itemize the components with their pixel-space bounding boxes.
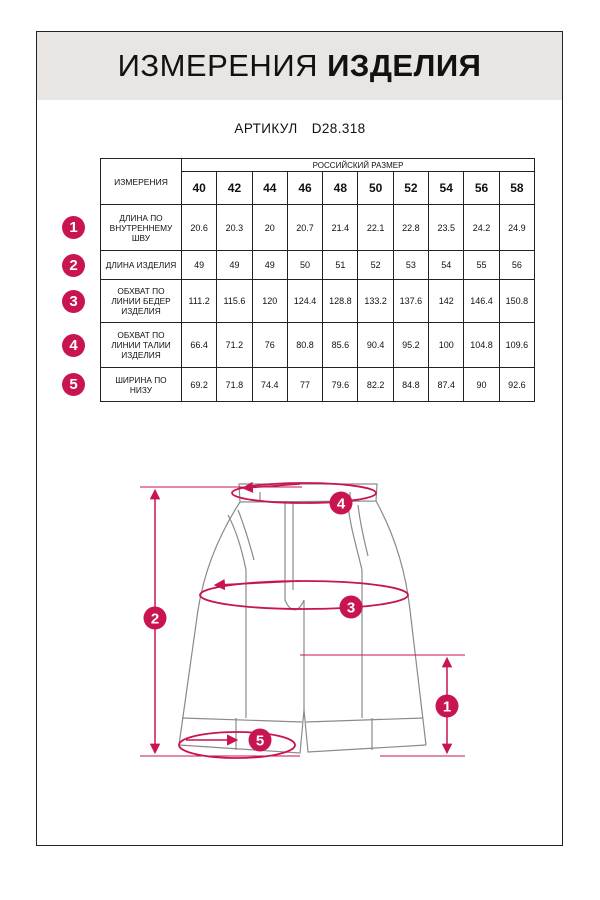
table-cell: 20.3: [217, 205, 252, 251]
size-header-54: 54: [429, 172, 464, 205]
right-leg-hem: [304, 710, 426, 752]
row-label-line: ШВУ: [131, 232, 151, 243]
table-cell: 74.4: [252, 368, 287, 402]
size-header-44: 44: [252, 172, 287, 205]
article-label: АРТИКУЛ: [234, 121, 298, 136]
table-cell: 87.4: [429, 368, 464, 402]
diagram-marker-number: 4: [336, 495, 346, 513]
table-cell: 142: [429, 280, 464, 323]
table-cell: 66.4: [182, 323, 217, 368]
size-header-58: 58: [499, 172, 534, 205]
title-bold: ИЗДЕЛИЯ: [327, 48, 482, 83]
right-pleat-b: [358, 505, 368, 556]
table-cell: 133.2: [358, 280, 393, 323]
table-cell: 51: [323, 251, 358, 280]
left-cuff-line: [182, 718, 302, 722]
table-cell: 77: [287, 368, 322, 402]
measurement-lines: [140, 483, 465, 758]
table-cell: 24.9: [499, 205, 534, 251]
table-cell: 55: [464, 251, 499, 280]
diagram-marker-number: 2: [150, 610, 160, 628]
row-label-line: ДЛИНА ПО: [119, 212, 163, 223]
row-number-badge: 3: [62, 290, 85, 313]
table-cell: 109.6: [499, 323, 534, 368]
row-label-line: ОБХВАТ ПО: [117, 286, 165, 296]
table-cell: 100: [429, 323, 464, 368]
row-number-badge: 1: [62, 216, 85, 239]
table-cell: 104.8: [464, 323, 499, 368]
table-cell: 71.8: [217, 368, 252, 402]
table-cell: 24.2: [464, 205, 499, 251]
row-label-line: НИЗУ: [129, 384, 153, 395]
table-cell: 90: [464, 368, 499, 402]
row-number-badge: 4: [62, 334, 85, 357]
table-cell: 137.6: [393, 280, 428, 323]
table-cell: 49: [252, 251, 287, 280]
diagram-marker-number: 1: [442, 698, 452, 716]
size-header-46: 46: [287, 172, 322, 205]
row-label-line: ЛИНИИ БЕДЕР: [111, 296, 171, 306]
row-label-line: ЛИНИИ ТАЛИИ: [111, 340, 171, 350]
table-cell: 76: [252, 323, 287, 368]
row-label-line: ОБХВАТ ПО: [117, 330, 165, 340]
table-cell: 49: [217, 251, 252, 280]
right-side-seam: [376, 501, 426, 745]
table-cell: 50: [287, 251, 322, 280]
table-cell: 80.8: [287, 323, 322, 368]
table-cell: 92.6: [499, 368, 534, 402]
size-header-48: 48: [323, 172, 358, 205]
table-cell: 20.7: [287, 205, 322, 251]
fly-curve: [285, 503, 304, 610]
table-cell: 111.2: [182, 280, 217, 323]
table-cell: 79.6: [323, 368, 358, 402]
table-cell: 22.1: [358, 205, 393, 251]
row-label-line: ИЗДЕЛИЯ: [121, 350, 161, 360]
table-cell: 23.5: [429, 205, 464, 251]
table-cell: 115.6: [217, 280, 252, 323]
hem-loop: [179, 732, 295, 758]
table-cell: 82.2: [358, 368, 393, 402]
table-cell: 53: [393, 251, 428, 280]
diagram-marker-number: 5: [255, 732, 265, 750]
table-cell: 124.4: [287, 280, 322, 323]
shorts-outline: [179, 484, 426, 753]
table-cell: 146.4: [464, 280, 499, 323]
row-label-line: ДЛИНА ИЗДЕЛИЯ: [105, 260, 177, 270]
diagram-marker-number: 3: [346, 599, 356, 617]
corner-label: ИЗМЕРЕНИЯ: [101, 159, 182, 205]
row-number-badge: 5: [62, 373, 85, 396]
row-label-line: ВНУТРЕННЕМУ: [109, 222, 173, 233]
row-label-line: ШИРИНА ПО: [115, 374, 167, 385]
table-cell: 95.2: [393, 323, 428, 368]
table-cell: 85.6: [323, 323, 358, 368]
size-group-label: РОССИЙСКИЙ РАЗМЕР: [182, 159, 535, 172]
table-cell: 52: [358, 251, 393, 280]
left-pleat-b: [238, 510, 254, 560]
waist-loop: [232, 483, 376, 503]
table-cell: 20.6: [182, 205, 217, 251]
title-light: ИЗМЕРЕНИЯ: [117, 48, 318, 83]
table-cell: 54: [429, 251, 464, 280]
row-label-line: ИЗДЕЛИЯ: [121, 306, 161, 316]
row-number-badge: 2: [62, 254, 85, 277]
table-cell: 84.8: [393, 368, 428, 402]
table-cell: 69.2: [182, 368, 217, 402]
table-cell: 20: [252, 205, 287, 251]
table-cell: 120: [252, 280, 287, 323]
table-cell: 90.4: [358, 323, 393, 368]
right-cuff-line: [306, 718, 423, 722]
table-cell: 49: [182, 251, 217, 280]
size-header-52: 52: [393, 172, 428, 205]
article-code: D28.318: [311, 121, 366, 136]
table-cell: 22.8: [393, 205, 428, 251]
table-cell: 56: [499, 251, 534, 280]
size-header-56: 56: [464, 172, 499, 205]
table-cell: 71.2: [217, 323, 252, 368]
table-cell: 128.8: [323, 280, 358, 323]
size-header-42: 42: [217, 172, 252, 205]
size-header-50: 50: [358, 172, 393, 205]
table-cell: 150.8: [499, 280, 534, 323]
left-side-seam: [179, 502, 240, 745]
table-cell: 21.4: [323, 205, 358, 251]
size-header-40: 40: [182, 172, 217, 205]
